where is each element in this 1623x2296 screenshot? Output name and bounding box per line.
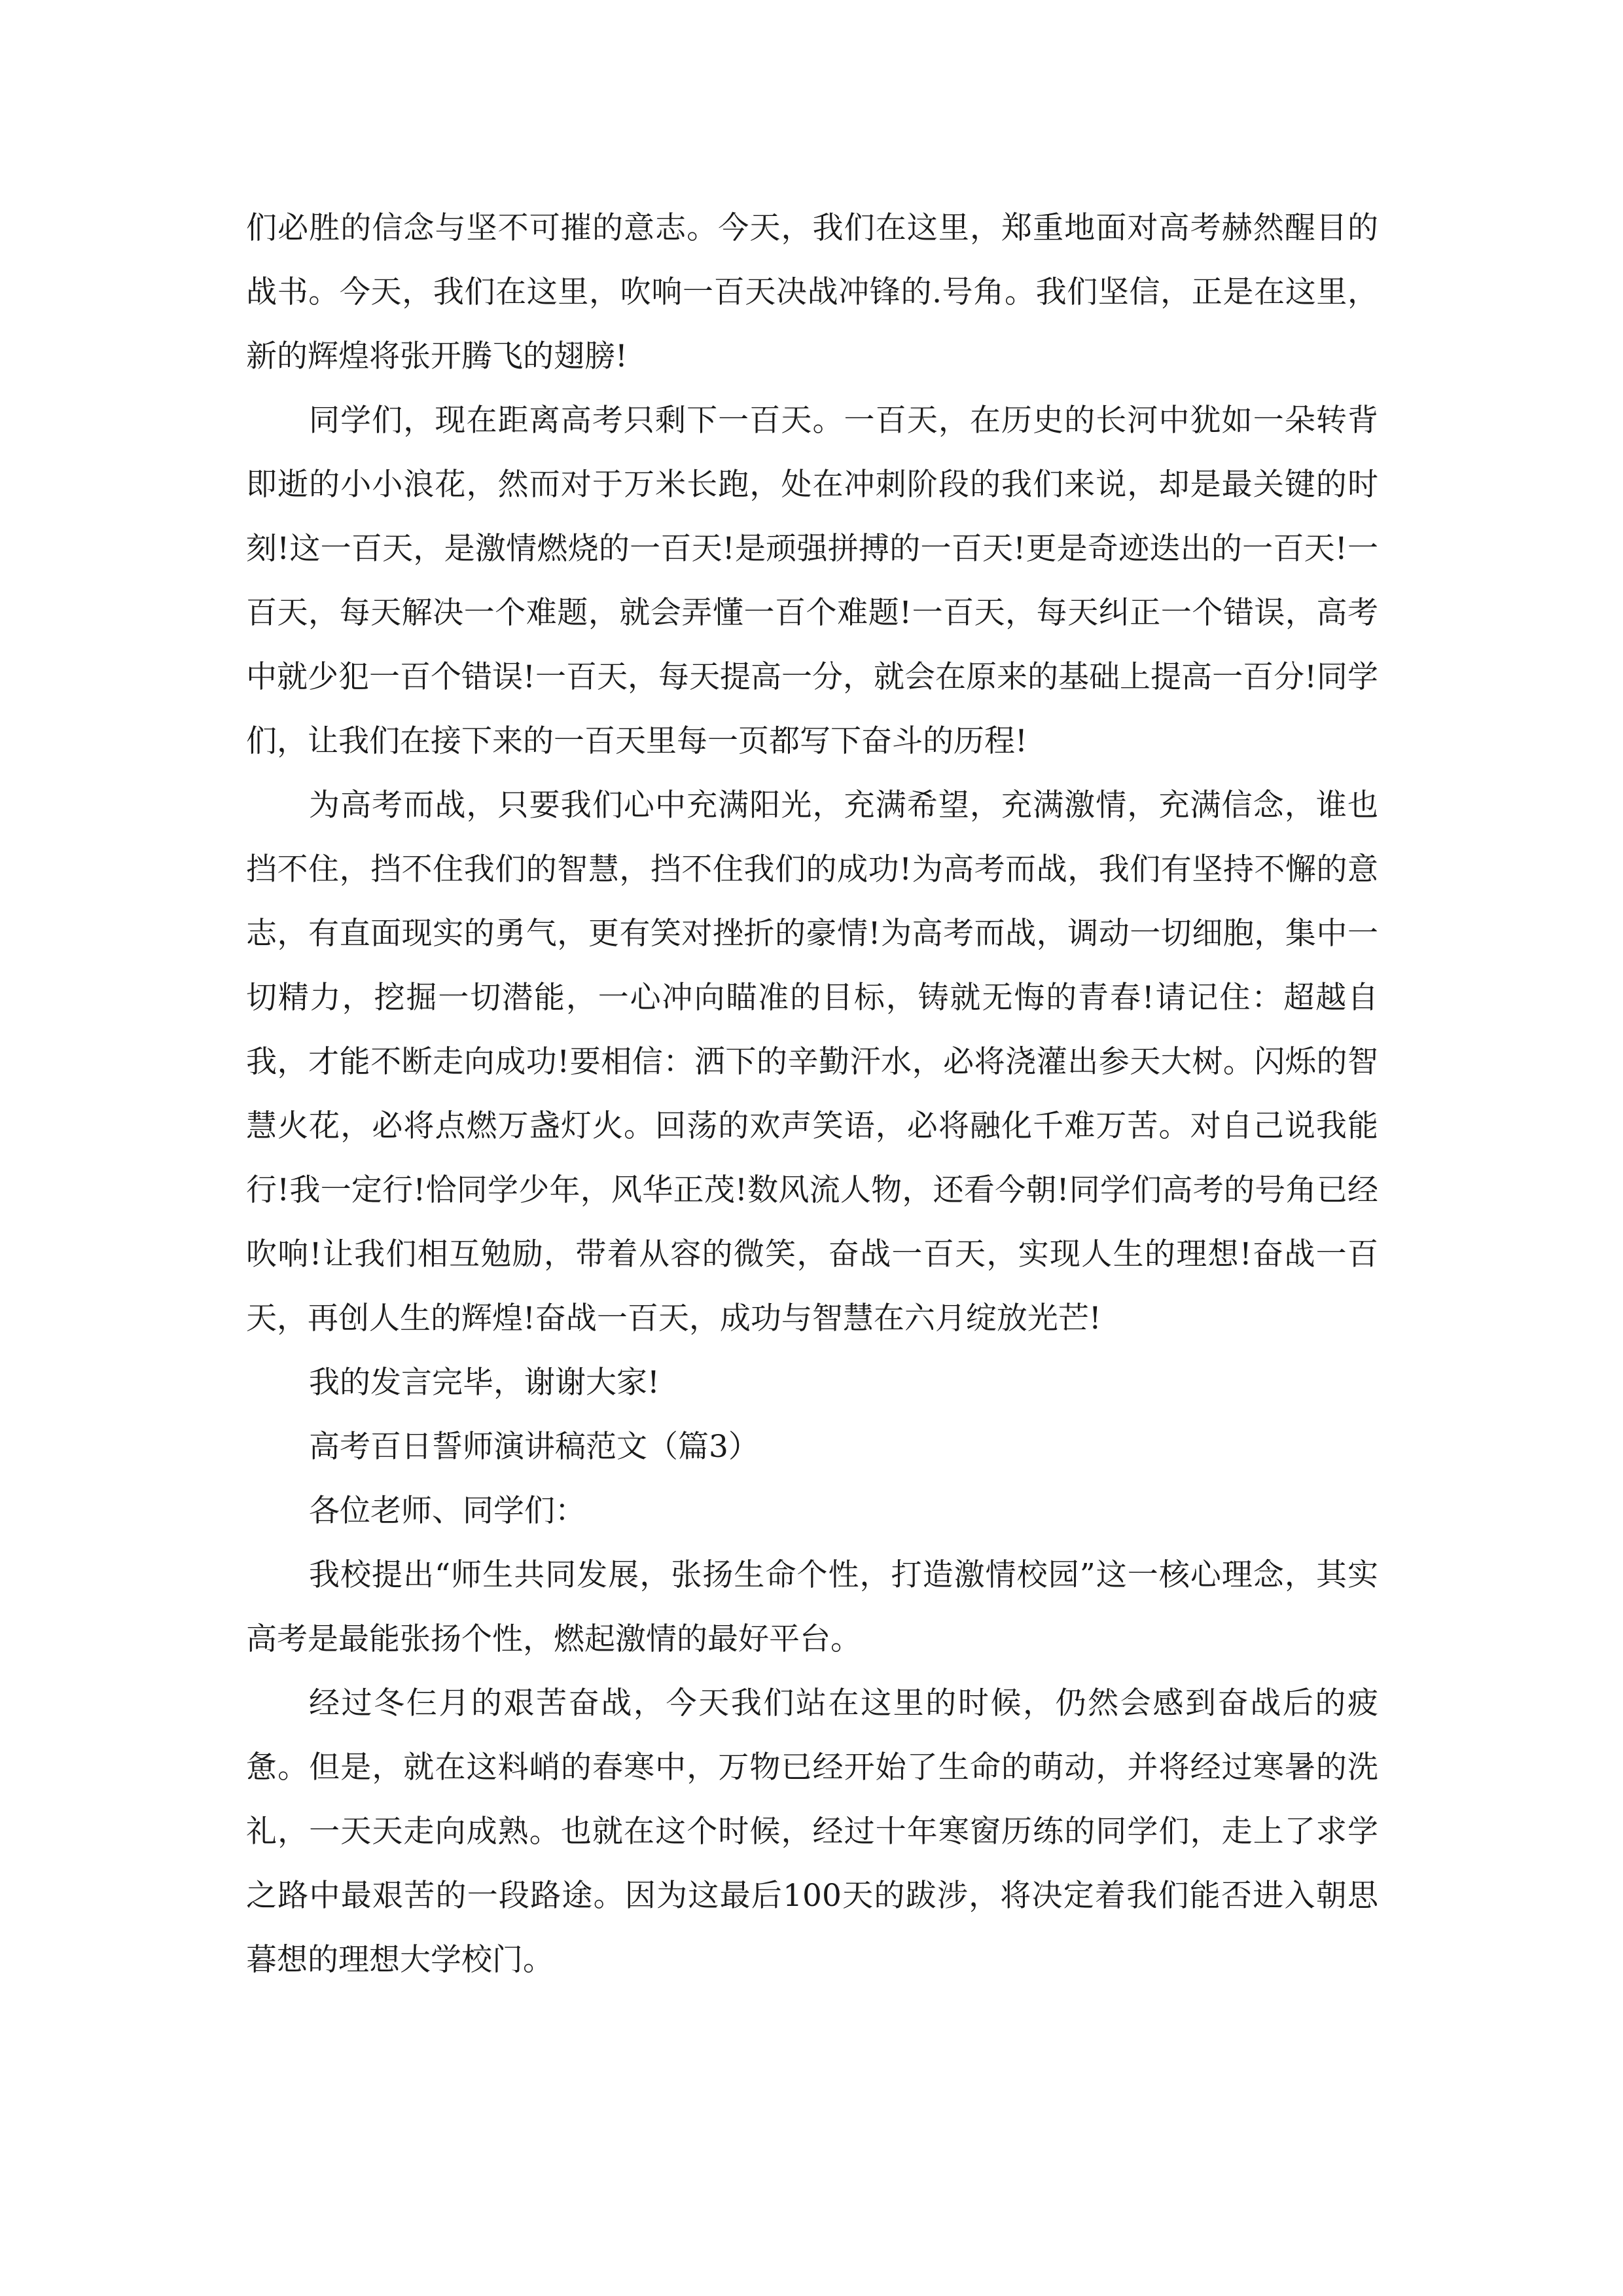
paragraph-1: 们必胜的信念与坚不可摧的意志。今天，我们在这里，郑重地面对高考赫然醒目的战书。今天，我们在这里，吹响一百天决战冲锋的.号角。我们坚信，正是在这里，新的辉煌将张开腾飞的翅膀! bbox=[246, 210, 1378, 374]
paragraph-8: 经过冬仨月的艰苦奋战，今天我们站在这里的时候，仍然会感到奋战后的疲惫。但是，就在这料峭的春寒中，万物已经开始了生命的萌动，并将经过寒暑的洗礼，一天天走向成熟。也就在这个时候，经过十年寒窗历练的同学们，走上了求学之路中最艰苦的一段路途。因为这最后100天的跋涉，将决定着我们能否进入朝思暮想的理想大学校门。 bbox=[246, 1685, 1378, 1978]
document-page bbox=[246, 196, 1378, 1992]
salutation: 各位老师、同学们： bbox=[309, 1493, 586, 1529]
paragraph-7: 我校提出“师生共同发展，张扬生命个性，打造激情校园”这一核心理念，其实高考是最能张扬个性，燃起激情的最好平台。 bbox=[246, 1557, 1378, 1657]
paragraph-3: 为高考而战，只要我们心中充满阳光，充满希望，充满激情，充满信念，谁也挡不住，挡不住我们的智慧，挡不住我们的成功!为高考而战，我们有坚持不懈的意志，有直面现实的勇气，更有笑对挫折的豪情!为高考而战，调动一切细胞，集中一切精力，挖掘一切潜能，一心冲向瞄准的目标，铸就无悔的青春!请记住：超越自我，才能不断走向成功!要相信：洒下的辛勤汗水，必将浇灌出参天大树。闪烁的智慧火花，必将点燃万盏灯火。回荡的欢声笑语，必将融化千难万苦。对自己说我能行!我一定行!恰同学少年，风华正茂!数风流人物，还看今朝!同学们高考的号角已经吹响!让我们相互勉励，带着从容的微笑，奋战一百天，实现人生的理想!奋战一百天，再创人生的辉煌!奋战一百天，成功与智慧在六月绽放光芒! bbox=[246, 787, 1378, 1336]
paragraph-2: 同学们，现在距离高考只剩下一百天。一百天，在历史的长河中犹如一朵转背即逝的小小浪花，然而对于万米长跑，处在冲刺阶段的我们来说，却是最关键的时刻!这一百天，是激情燃烧的一百天!是顽强拼搏的一百天!更是奇迹迭出的一百天!一百天，每天解决一个难题，就会弄懂一百个难题!一百天，每天纠正一个错误，高考中就少犯一百个错误!一百天，每天提高一分，就会在原来的基础上提高一百分!同学们，让我们在接下来的一百天里每一页都写下奋斗的历程! bbox=[246, 403, 1378, 759]
closing-line: 我的发言完毕，谢谢大家! bbox=[309, 1365, 660, 1401]
section-title: 高考百日誓师演讲稿范文（篇3） bbox=[309, 1429, 759, 1465]
